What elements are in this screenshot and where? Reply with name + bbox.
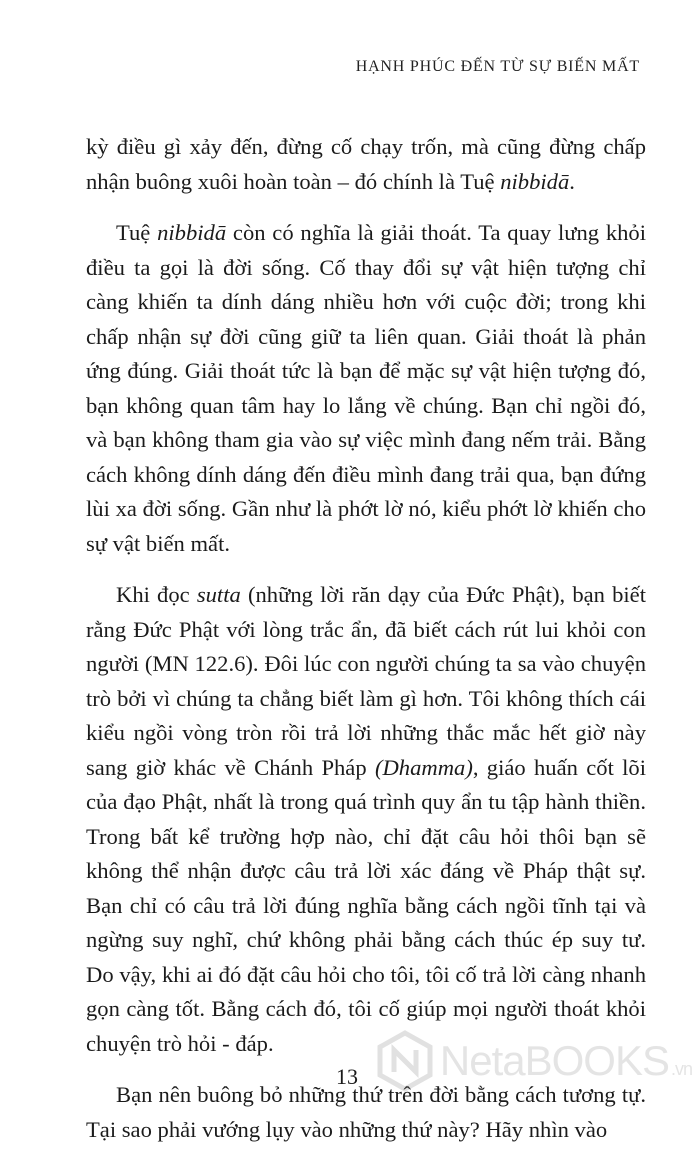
watermark-brand-name: NetaBOOKS bbox=[439, 1037, 669, 1084]
p1-end: . bbox=[569, 168, 575, 194]
watermark bbox=[374, 1030, 692, 1092]
p1-text: kỳ điều gì xảy đến, đừng cố chạy trốn, mà cũng đừng chấp nhận buông xuôi hoàn toàn – đó chính là Tuệ bbox=[86, 134, 646, 194]
p2-text-b: còn có nghĩa là giải thoát. Ta quay lưng khỏi điều ta gọi là đời sống. Cố thay đổi sự vật hiện tượng chỉ càng khiến ta dính dáng nhiều hơn với cuộc đời; trong khi chấp nhận sự đời cũng giữ ta liên quan. Giải thoát là phản ứng đúng. Giải thoát tức là bạn để mặc sự vật hiện tượng đó, bạn không quan tâm hay lo lắng về chúng. Bạn chỉ ngồi đó, và bạn không tham gia vào sự việc mình đang nếm trải. Bằng cách không dính dáng đến điều mình đang trải qua, bạn đứng lùi xa đời sống. Gần như là phớt lờ nó, kiểu phớt lờ khiến cho sự vật biến mất. bbox=[86, 220, 647, 556]
watermark-suffix: .vn bbox=[670, 1059, 692, 1079]
watermark-brand bbox=[440, 1037, 692, 1085]
p3-emphasis-1: sutta bbox=[196, 582, 241, 607]
p2-emphasis: nibbidā bbox=[157, 220, 227, 245]
p2-text-a: Tuệ bbox=[116, 220, 158, 245]
paragraph-2 bbox=[86, 216, 646, 561]
p3-text-c: , giáo huấn cốt lõi của đạo Phật, nhất là trong quá trình quy ẩn tu tập hành thiền. Trong bất kể trường hợp nào, chỉ đặt câu hỏi thôi bạn sẽ không thể nhận được câu trả lời xác đáng về Pháp thật sự. Bạn chỉ có câu trả lời đúng nghĩa bằng cách ngồi tĩnh tại và ngừng suy nghĩ, chứ không phải bằng cách thúc ép suy tư. Do vậy, khi ai đó đặt câu hỏi cho tôi, tôi cố trả lời càng nhanh gọn càng tốt. Bằng cách đó, tôi cố giúp mọi người thoát khỏi chuyện trò hỏi - đáp. bbox=[86, 754, 647, 1056]
p1-emphasis: nibbidā bbox=[500, 168, 570, 194]
paragraph-3 bbox=[86, 578, 646, 1061]
running-title: HẠNH PHÚC ĐẾN TỪ SỰ BIẾN MẤT bbox=[355, 58, 640, 75]
p4-text: Bạn nên buông bỏ những thứ trên đời bằng cách tương tự. Tại sao phải vướng lụy vào những thứ này? Hãy nhìn vào bbox=[86, 1082, 646, 1142]
paragraph-1 bbox=[86, 130, 646, 199]
p3-text-a: Khi đọc bbox=[116, 582, 197, 607]
page-number: 13 bbox=[336, 1064, 358, 1089]
netabooks-logo-icon bbox=[374, 1030, 436, 1092]
p3-emphasis-2: (Dhamma) bbox=[374, 754, 473, 780]
body-text bbox=[86, 130, 646, 1164]
p3-text-b: (những lời răn dạy của Đức Phật), bạn biết rằng Đức Phật với lòng trắc ẩn, đã biết cách rút lui khỏi con người (MN 122.6). Đôi lúc con người chúng ta sa vào chuyện trò bởi vì chúng ta chẳng biết làm gì hơn. Tôi không thích cái kiểu ngồi vòng tròn rồi trả lời những thắc mắc hết giờ này sang giờ khác về Chánh Pháp bbox=[86, 582, 646, 780]
